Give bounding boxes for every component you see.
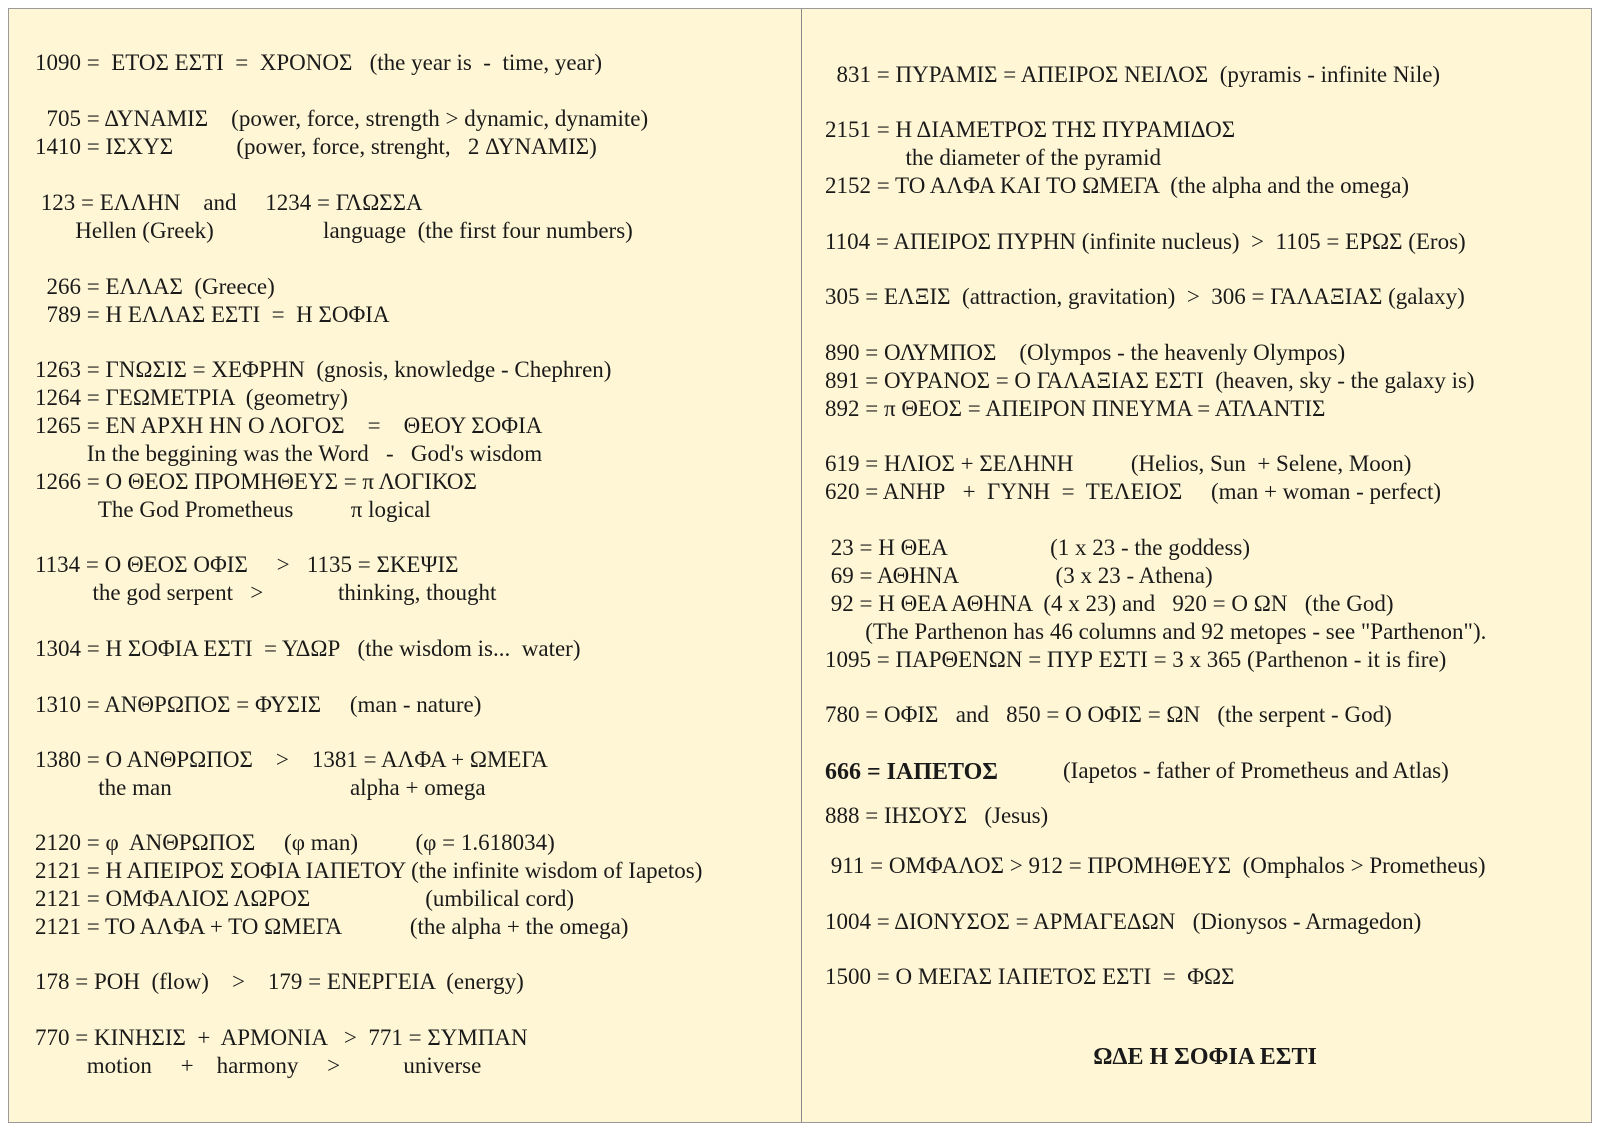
text-line: 23 = Η ΘΕΑ (1 x 23 - the goddess) [825,535,1251,560]
text-line: 1263 = ΓΝΩΣΙΣ = ΧΕΦΡΗΝ (gnosis, knowledge - Chephren) [35,357,612,382]
text-line: 1410 = ΙΣΧΥΣ (power, force, strenght, 2 ΔΥΝΑΜΙΣ) [35,134,597,159]
text-line: 789 = Η ΕΛΛΑΣ ΕΣΤΙ = Η ΣΟΦΙΑ [35,302,390,327]
text-line: In the beggining was the Word - God's wisdom [35,441,543,466]
text-line: 1266 = Ο ΘΕΟΣ ΠΡΟΜΗΘΕΥΣ = π ΛΟΓΙΚΟΣ [35,469,477,494]
text-line: 890 = ΟΛΥΜΠΟΣ (Olympos - the heavenly Olympos) [825,340,1346,365]
text-line: 891 = ΟΥΡΑΝΟΣ = Ο ΓΑΛΑΞΙΑΣ ΕΣΤΙ (heaven, sky - the galaxy is) [825,368,1475,393]
text-line: 770 = ΚΙΝΗΣΙΣ + ΑΡΜΟΝΙΑ > 771 = ΣΥΜΠΑΝ [35,1025,528,1050]
text-line: 1090 = ΕΤΟΣ ΕΣΤΙ = ΧΡΟΝΟΣ (the year is - time, year) [35,50,603,75]
text-line: 266 = ΕΛΛΑΣ (Greece) [35,274,275,299]
text-line: the man alpha + omega [35,775,486,800]
text-line: 2120 = φ ΑΝΘΡΩΠΟΣ (φ man) (φ = 1.618034) [35,830,555,855]
text-line: 92 = Η ΘΕΑ ΑΘΗΝΑ (4 x 23) and 920 = Ο ΩΝ (the God) [825,591,1394,616]
text-line: 1264 = ΓΕΩΜΕΤΡΙΑ (geometry) [35,385,348,410]
text-line: 705 = ΔΥΝΑΜΙΣ (power, force, strength > dynamic, dynamite) [35,106,649,131]
closing-title: ΩΔΕ Η ΣΟΦΙΑ ΕΣΤΙ [1093,1044,1317,1070]
text-line: the diameter of the pyramid [825,145,1161,170]
text-line: 831 = ΠΥΡΑΜΙΣ = ΑΠΕΙΡΟΣ ΝΕΙΛΟΣ (pyramis - infinite Nile) [825,62,1441,87]
text-line: 2121 = ΤΟ ΑΛΦΑ + ΤΟ ΩΜΕΓΑ (the alpha + the omega) [35,914,629,939]
text-line: 911 = ΟΜΦΑΛΟΣ > 912 = ΠΡΟΜΗΘΕΥΣ (Omphalos > Prometheus) [825,853,1486,878]
text-line: 620 = ΑΝΗΡ + ΓΥΝΗ = ΤΕΛΕΙΟΣ (man + woman - perfect) [825,479,1442,504]
text-line: 123 = ΕΛΛΗΝ and 1234 = ΓΛΩΣΣΑ [35,190,423,215]
text-line: 305 = ΕΛΞΙΣ (attraction, gravitation) > 306 = ΓΑΛΑΞΙΑΣ (galaxy) [825,284,1465,309]
text-line: 2151 = Η ΔΙΑΜΕΤΡΟΣ ΤΗΣ ΠΥΡΑΜΙΔΟΣ [825,117,1236,142]
text-line: 1265 = ΕΝ ΑΡΧΗ ΗΝ Ο ΛΟΓΟΣ = ΘΕΟΥ ΣΟΦΙΑ [35,413,543,438]
text-line: motion + harmony > universe [35,1053,482,1078]
text-line: 1304 = Η ΣΟΦΙΑ ΕΣΤΙ = ΥΔΩΡ (the wisdom is... water) [35,636,581,661]
text-line: 1134 = Ο ΘΕΟΣ ΟΦΙΣ > 1135 = ΣΚΕΨΙΣ [35,552,459,577]
column-divider [801,9,802,1122]
text-line: 1380 = Ο ΑΝΘΡΩΠΟΣ > 1381 = ΑΛΦΑ + ΩΜΕΓΑ [35,747,548,772]
text-line: 2152 = ΤΟ ΑΛΦΑ ΚΑΙ ΤΟ ΩΜΕΓΑ (the alpha and the omega) [825,173,1410,198]
text-line: 1095 = ΠΑΡΘΕΝΩΝ = ΠΥΡ ΕΣΤΙ = 3 x 365 (Parthenon - it is fire) [825,647,1447,672]
text-line: 619 = ΗΛΙΟΣ + ΣΕΛΗΝΗ (Helios, Sun + Selene, Moon) [825,451,1412,476]
text-line: (Iapetos - father of Prometheus and Atlas) [1063,758,1449,783]
text-line: 1104 = ΑΠΕΙΡΟΣ ΠΥΡΗΝ (infinite nucleus) > 1105 = ΕΡΩΣ (Eros) [825,229,1466,254]
text-line: 178 = ΡΟΗ (flow) > 179 = ΕΝΕΡΓΕΙΑ (energy) [35,969,524,994]
text-line: 892 = π ΘΕΟΣ = ΑΠΕΙΡΟΝ ΠΝΕΥΜΑ = ΑΤΛΑΝΤΙΣ [825,396,1326,421]
text-line: 1500 = Ο ΜΕΓΑΣ ΙΑΠΕΤΟΣ ΕΣΤΙ = ΦΩΣ [825,964,1235,989]
text-line: The God Prometheus π logical [35,497,431,522]
text-line: 1004 = ΔΙΟΝΥΣΟΣ = ΑΡΜΑΓΕΔΩΝ (Dionysos - Armagedon) [825,909,1422,934]
text-line: Hellen (Greek) language (the first four numbers) [35,218,633,243]
text-line: 780 = ΟΦΙΣ and 850 = Ο ΟΦΙΣ = ΩΝ (the serpent - God) [825,702,1392,727]
text-line: 888 = ΙΗΣΟΥΣ (Jesus) [825,803,1049,828]
text-line: 1310 = ΑΝΘΡΩΠΟΣ = ΦΥΣΙΣ (man - nature) [35,692,482,717]
text-line: (The Parthenon has 46 columns and 92 metopes - see "Parthenon"). [825,619,1487,644]
text-line-highlight: 666 = ΙΑΠΕΤΟΣ [825,759,998,785]
text-line: 2121 = Η ΑΠΕΙΡΟΣ ΣΟΦΙΑ ΙΑΠΕΤΟΥ (the infinite wisdom of Iapetos) [35,858,703,883]
document-page [8,8,1592,1123]
text-line: 69 = ΑΘΗΝΑ (3 x 23 - Athena) [825,563,1213,588]
text-line: 2121 = ΟΜΦΑΛΙΟΣ ΛΩΡΟΣ (umbilical cord) [35,886,575,911]
text-line: the god serpent > thinking, thought [35,580,497,605]
